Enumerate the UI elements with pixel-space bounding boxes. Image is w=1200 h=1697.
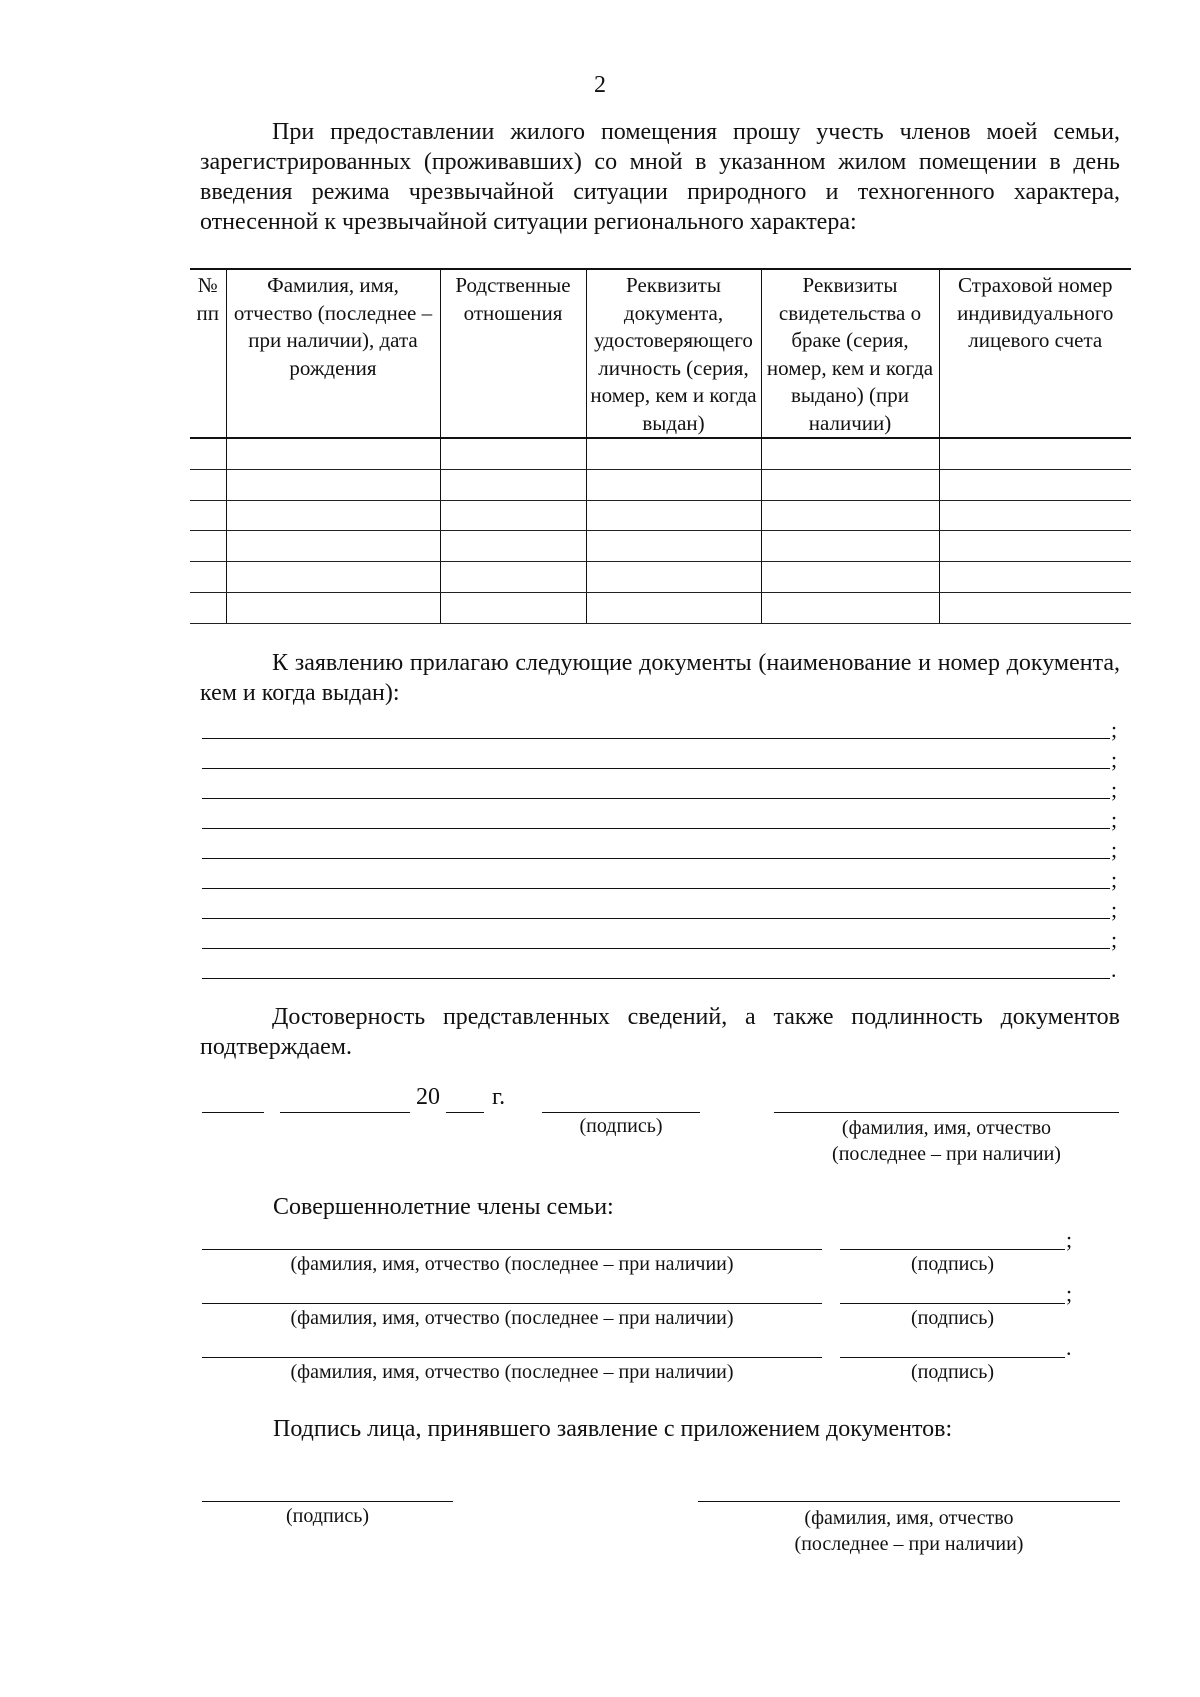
table-row — [190, 438, 1131, 469]
table-cell[interactable] — [440, 438, 586, 469]
receiver-signature-field[interactable] — [202, 1501, 453, 1502]
family-members-table — [190, 268, 1131, 624]
adult-member-name-field[interactable] — [202, 1303, 822, 1304]
header-relation: Родственные отношения — [440, 269, 586, 438]
table-row — [190, 531, 1131, 562]
document-line[interactable] — [202, 858, 1110, 859]
table-cell[interactable] — [586, 531, 761, 562]
adult-member-line-ending: . — [1066, 1335, 1072, 1360]
document-line[interactable] — [202, 798, 1110, 799]
document-line-ending: ; — [1111, 747, 1118, 772]
header-marriage-certificate: Реквизиты свидетельства о браке (серия, номер, кем и когда выдано) (при наличии) — [761, 269, 939, 438]
table-cell[interactable] — [226, 438, 440, 469]
table-cell[interactable] — [190, 562, 226, 593]
adult-member-name-field[interactable] — [202, 1357, 822, 1358]
document-line-ending: ; — [1111, 837, 1118, 862]
header-identity-document: Реквизиты документа, удостоверяющего личность (серия, номер, кем и когда выдан) — [586, 269, 761, 438]
receiver-name-label-2: (последнее – при наличии) — [794, 1533, 1024, 1555]
adult-member-signature-label: (подпись) — [910, 1253, 995, 1275]
table-cell[interactable] — [190, 438, 226, 469]
document-line[interactable] — [202, 738, 1110, 739]
table-cell[interactable] — [440, 592, 586, 623]
table-cell[interactable] — [761, 500, 939, 531]
table-cell[interactable] — [440, 469, 586, 500]
table-cell[interactable] — [226, 562, 440, 593]
table-cell[interactable] — [586, 469, 761, 500]
adult-member-line-ending: ; — [1066, 1227, 1073, 1252]
page-number: 2 — [594, 72, 606, 98]
table-cell[interactable] — [586, 562, 761, 593]
adult-member-name-field[interactable] — [202, 1249, 822, 1250]
table-cell[interactable] — [226, 592, 440, 623]
adult-member-signature-field[interactable] — [840, 1303, 1065, 1304]
document-line-ending: ; — [1111, 807, 1118, 832]
applicant-name-field[interactable] — [774, 1112, 1119, 1113]
adult-member-line-ending: ; — [1066, 1281, 1073, 1306]
table-row — [190, 592, 1131, 623]
adult-members-heading: Совершеннолетние члены семьи: — [273, 1194, 614, 1220]
document-line-ending: ; — [1111, 927, 1118, 952]
table-cell[interactable] — [226, 500, 440, 531]
table-cell[interactable] — [586, 592, 761, 623]
year-suffix: г. — [492, 1084, 506, 1110]
document-line-ending: ; — [1111, 717, 1118, 742]
document-line[interactable] — [202, 978, 1110, 979]
document-line[interactable] — [202, 918, 1110, 919]
table-cell[interactable] — [586, 500, 761, 531]
table-cell[interactable] — [939, 592, 1131, 623]
document-line-ending: ; — [1111, 897, 1118, 922]
header-number: № пп — [196, 273, 219, 325]
date-day-field[interactable] — [202, 1112, 264, 1113]
adult-member-name-label: (фамилия, имя, отчество (последнее – при наличии) — [290, 1253, 734, 1275]
table-cell[interactable] — [190, 469, 226, 500]
receiver-name-field[interactable] — [698, 1501, 1120, 1502]
document-line-ending: ; — [1111, 867, 1118, 892]
applicant-name-label-1: (фамилия, имя, отчество — [841, 1117, 1052, 1139]
table-cell[interactable] — [226, 531, 440, 562]
table-cell[interactable] — [761, 438, 939, 469]
table-cell[interactable] — [939, 531, 1131, 562]
document-line-ending: . — [1111, 957, 1117, 982]
table-row — [190, 469, 1131, 500]
table-cell[interactable] — [939, 562, 1131, 593]
table-cell[interactable] — [226, 469, 440, 500]
table-cell[interactable] — [190, 531, 226, 562]
table-cell[interactable] — [586, 438, 761, 469]
table-cell[interactable] — [190, 592, 226, 623]
confirm-paragraph: Достоверность представленных сведений, а также подлинность документов подтверждаем. — [200, 1004, 1120, 1060]
adult-member-signature-field[interactable] — [840, 1357, 1065, 1358]
table-cell[interactable] — [440, 531, 586, 562]
table-cell[interactable] — [761, 592, 939, 623]
table-cell[interactable] — [440, 562, 586, 593]
year-prefix: 20 — [416, 1084, 440, 1110]
receiver-signature-label: (подпись) — [285, 1505, 370, 1527]
table-cell[interactable] — [939, 469, 1131, 500]
table-cell[interactable] — [761, 469, 939, 500]
intro-paragraph: При предоставлении жилого помещения прошу учесть членов моей семьи, зарегистрированных (проживавших) со мной в указанном жилом помещении в день введения режима чрезвычайной ситуации природного и техногенного характера, отнесенной к чрезвычайной ситуации регионального характера: — [200, 119, 1120, 235]
document-line-ending: ; — [1111, 777, 1118, 802]
adult-member-signature-label: (подпись) — [910, 1361, 995, 1383]
document-line[interactable] — [202, 888, 1110, 889]
date-year-field[interactable] — [446, 1112, 484, 1113]
table-row — [190, 500, 1131, 531]
receiver-name-label-1: (фамилия, имя, отчество — [804, 1507, 1014, 1529]
table-cell[interactable] — [440, 500, 586, 531]
adult-member-signature-field[interactable] — [840, 1249, 1065, 1250]
table-row — [190, 562, 1131, 593]
table-cell[interactable] — [939, 500, 1131, 531]
table-cell[interactable] — [761, 531, 939, 562]
adult-member-name-label: (фамилия, имя, отчество (последнее – при наличии) — [290, 1307, 734, 1329]
documents-paragraph: К заявлению прилагаю следующие документы (наименование и номер документа, кем и когда выдан): — [200, 650, 1120, 706]
adult-member-signature-label: (подпись) — [910, 1307, 995, 1329]
table-header-row — [190, 269, 1131, 438]
date-month-field[interactable] — [280, 1112, 410, 1113]
receiver-heading: Подпись лица, принявшего заявление с приложением документов: — [273, 1416, 953, 1442]
document-line[interactable] — [202, 828, 1110, 829]
table-cell[interactable] — [761, 562, 939, 593]
document-line[interactable] — [202, 948, 1110, 949]
table-cell[interactable] — [939, 438, 1131, 469]
applicant-name-label-2: (последнее – при наличии) — [832, 1143, 1061, 1165]
header-full-name: Фамилия, имя, отчество (последнее – при наличии), дата рождения — [226, 269, 440, 438]
adult-member-name-label: (фамилия, имя, отчество (последнее – при наличии) — [290, 1361, 734, 1383]
applicant-signature-label: (подпись) — [579, 1115, 663, 1137]
header-insurance-number: Страховой номер индивидуального лицевого счета — [939, 269, 1131, 438]
document-line[interactable] — [202, 768, 1110, 769]
table-cell[interactable] — [190, 500, 226, 531]
